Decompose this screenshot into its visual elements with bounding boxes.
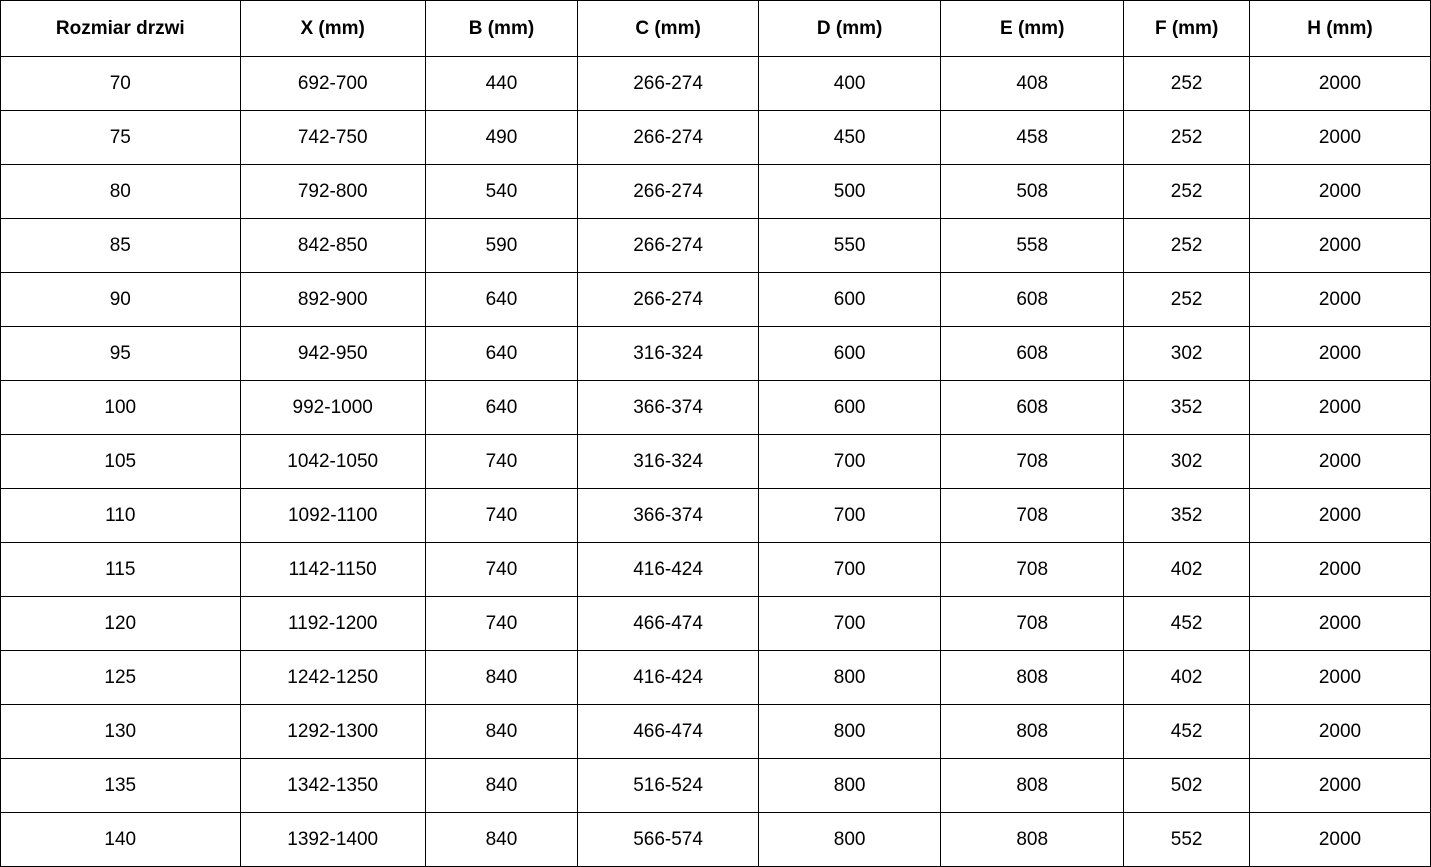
cell-d: 700 (759, 435, 941, 489)
cell-c: 466-474 (578, 597, 759, 651)
cell-d: 800 (759, 705, 941, 759)
cell-x: 842-850 (240, 219, 425, 273)
table-row (1, 813, 1431, 867)
cell-d: 800 (759, 651, 941, 705)
table-row (1, 489, 1431, 543)
cell-rozmiar-drzwi: 140 (1, 813, 241, 867)
cell-h: 2000 (1249, 489, 1430, 543)
table-row (1, 273, 1431, 327)
column-header-b: B (mm) (425, 1, 577, 57)
cell-f: 302 (1124, 435, 1250, 489)
cell-b: 840 (425, 813, 577, 867)
cell-h: 2000 (1249, 327, 1430, 381)
column-header-x: X (mm) (240, 1, 425, 57)
table-header (1, 1, 1431, 57)
cell-f: 402 (1124, 651, 1250, 705)
cell-rozmiar-drzwi: 70 (1, 57, 241, 111)
cell-c: 516-524 (578, 759, 759, 813)
cell-f: 252 (1124, 165, 1250, 219)
cell-h: 2000 (1249, 597, 1430, 651)
cell-b: 640 (425, 273, 577, 327)
cell-b: 640 (425, 327, 577, 381)
cell-f: 252 (1124, 57, 1250, 111)
table-body (1, 57, 1431, 867)
table-row (1, 705, 1431, 759)
cell-x: 742-750 (240, 111, 425, 165)
cell-rozmiar-drzwi: 130 (1, 705, 241, 759)
cell-c: 466-474 (578, 705, 759, 759)
cell-b: 740 (425, 435, 577, 489)
cell-rozmiar-drzwi: 135 (1, 759, 241, 813)
cell-c: 566-574 (578, 813, 759, 867)
cell-f: 352 (1124, 381, 1250, 435)
cell-x: 1042-1050 (240, 435, 425, 489)
cell-b: 740 (425, 597, 577, 651)
cell-d: 800 (759, 759, 941, 813)
column-header-c: C (mm) (578, 1, 759, 57)
table-row (1, 543, 1431, 597)
cell-b: 490 (425, 111, 577, 165)
cell-x: 792-800 (240, 165, 425, 219)
cell-e: 608 (941, 381, 1124, 435)
cell-d: 500 (759, 165, 941, 219)
cell-b: 740 (425, 543, 577, 597)
cell-d: 600 (759, 381, 941, 435)
table-row (1, 57, 1431, 111)
cell-c: 316-324 (578, 435, 759, 489)
cell-f: 352 (1124, 489, 1250, 543)
cell-f: 552 (1124, 813, 1250, 867)
cell-c: 266-274 (578, 219, 759, 273)
cell-rozmiar-drzwi: 90 (1, 273, 241, 327)
cell-h: 2000 (1249, 111, 1430, 165)
cell-b: 840 (425, 705, 577, 759)
cell-h: 2000 (1249, 651, 1430, 705)
cell-e: 558 (941, 219, 1124, 273)
cell-h: 2000 (1249, 219, 1430, 273)
cell-x: 1292-1300 (240, 705, 425, 759)
cell-x: 1142-1150 (240, 543, 425, 597)
cell-rozmiar-drzwi: 95 (1, 327, 241, 381)
cell-f: 502 (1124, 759, 1250, 813)
cell-f: 452 (1124, 597, 1250, 651)
table-row (1, 759, 1431, 813)
column-header-h: H (mm) (1249, 1, 1430, 57)
cell-x: 1192-1200 (240, 597, 425, 651)
cell-d: 700 (759, 597, 941, 651)
cell-c: 366-374 (578, 489, 759, 543)
cell-c: 316-324 (578, 327, 759, 381)
cell-e: 608 (941, 273, 1124, 327)
table-row (1, 327, 1431, 381)
cell-x: 892-900 (240, 273, 425, 327)
cell-rozmiar-drzwi: 75 (1, 111, 241, 165)
cell-c: 266-274 (578, 111, 759, 165)
cell-h: 2000 (1249, 381, 1430, 435)
cell-rozmiar-drzwi: 110 (1, 489, 241, 543)
cell-x: 1392-1400 (240, 813, 425, 867)
cell-e: 808 (941, 759, 1124, 813)
cell-c: 266-274 (578, 273, 759, 327)
cell-e: 808 (941, 705, 1124, 759)
cell-e: 708 (941, 489, 1124, 543)
column-header-e: E (mm) (941, 1, 1124, 57)
column-header-f: F (mm) (1124, 1, 1250, 57)
cell-d: 700 (759, 489, 941, 543)
cell-f: 452 (1124, 705, 1250, 759)
cell-rozmiar-drzwi: 105 (1, 435, 241, 489)
cell-e: 508 (941, 165, 1124, 219)
cell-b: 590 (425, 219, 577, 273)
cell-h: 2000 (1249, 543, 1430, 597)
cell-d: 700 (759, 543, 941, 597)
cell-d: 550 (759, 219, 941, 273)
cell-b: 440 (425, 57, 577, 111)
cell-c: 416-424 (578, 651, 759, 705)
cell-c: 366-374 (578, 381, 759, 435)
cell-h: 2000 (1249, 813, 1430, 867)
cell-e: 808 (941, 813, 1124, 867)
table-header-row (1, 1, 1431, 57)
cell-b: 640 (425, 381, 577, 435)
table-row (1, 435, 1431, 489)
table-row (1, 219, 1431, 273)
cell-d: 400 (759, 57, 941, 111)
cell-rozmiar-drzwi: 100 (1, 381, 241, 435)
cell-x: 942-950 (240, 327, 425, 381)
cell-rozmiar-drzwi: 125 (1, 651, 241, 705)
cell-b: 840 (425, 759, 577, 813)
table-row (1, 111, 1431, 165)
column-header-d: D (mm) (759, 1, 941, 57)
cell-e: 458 (941, 111, 1124, 165)
cell-h: 2000 (1249, 435, 1430, 489)
cell-rozmiar-drzwi: 80 (1, 165, 241, 219)
cell-h: 2000 (1249, 705, 1430, 759)
cell-f: 402 (1124, 543, 1250, 597)
table-row (1, 381, 1431, 435)
cell-e: 608 (941, 327, 1124, 381)
column-header-rozmiar-drzwi: Rozmiar drzwi (1, 1, 241, 57)
cell-h: 2000 (1249, 759, 1430, 813)
cell-b: 540 (425, 165, 577, 219)
cell-e: 808 (941, 651, 1124, 705)
cell-x: 1342-1350 (240, 759, 425, 813)
cell-e: 708 (941, 543, 1124, 597)
cell-h: 2000 (1249, 165, 1430, 219)
cell-rozmiar-drzwi: 120 (1, 597, 241, 651)
cell-x: 692-700 (240, 57, 425, 111)
cell-e: 708 (941, 597, 1124, 651)
table-row (1, 165, 1431, 219)
cell-b: 740 (425, 489, 577, 543)
cell-d: 800 (759, 813, 941, 867)
cell-x: 1092-1100 (240, 489, 425, 543)
cell-rozmiar-drzwi: 115 (1, 543, 241, 597)
cell-x: 992-1000 (240, 381, 425, 435)
cell-d: 600 (759, 327, 941, 381)
cell-f: 252 (1124, 111, 1250, 165)
cell-c: 266-274 (578, 165, 759, 219)
cell-c: 266-274 (578, 57, 759, 111)
cell-d: 450 (759, 111, 941, 165)
cell-c: 416-424 (578, 543, 759, 597)
cell-f: 252 (1124, 219, 1250, 273)
cell-f: 252 (1124, 273, 1250, 327)
cell-x: 1242-1250 (240, 651, 425, 705)
cell-e: 408 (941, 57, 1124, 111)
cell-h: 2000 (1249, 273, 1430, 327)
cell-h: 2000 (1249, 57, 1430, 111)
cell-b: 840 (425, 651, 577, 705)
cell-f: 302 (1124, 327, 1250, 381)
cell-e: 708 (941, 435, 1124, 489)
table-row (1, 597, 1431, 651)
table-row (1, 651, 1431, 705)
cell-rozmiar-drzwi: 85 (1, 219, 241, 273)
cell-d: 600 (759, 273, 941, 327)
